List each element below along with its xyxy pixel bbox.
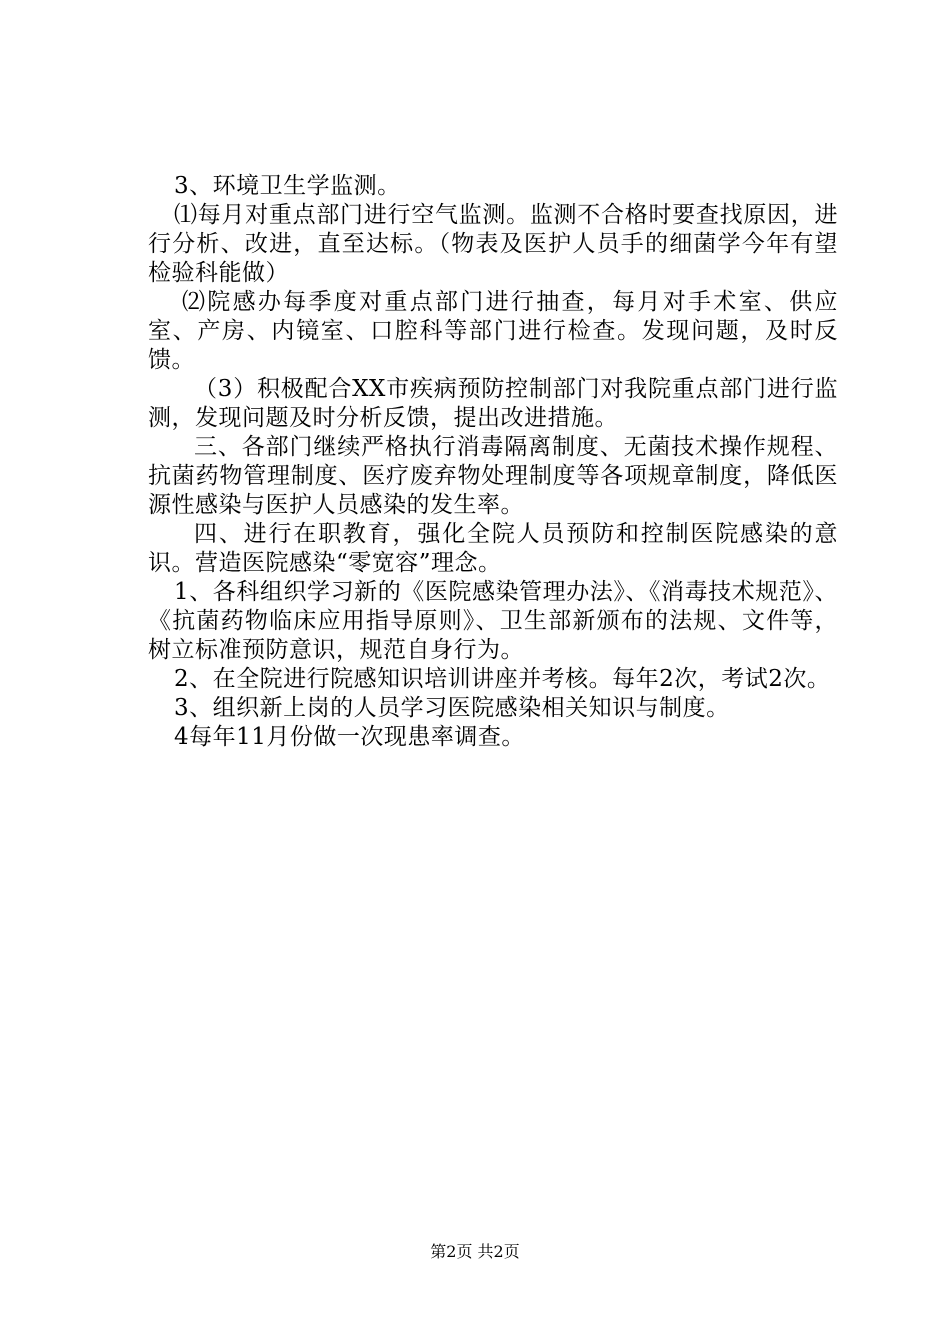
- paragraph: 4每年11月份做一次现患率调查。: [174, 724, 525, 750]
- paragraph: 2、在全院进行院感知识培训讲座并考核。每年2次，考试2次。: [174, 666, 831, 692]
- paragraph: 三、各部门继续严格执行消毒隔离制度、无菌技术操作规程、抗菌药物管理制度、医疗废弃物处理制度等各项规章制度，降低医源性感染与医护人员感染的发生率。: [148, 434, 838, 518]
- paragraph: 1、各科组织学习新的《医院感染管理办法》、《消毒技术规范》、《抗菌药物临床应用指导原则》、卫生部新颁布的法规、文件等，树立标准预防意识，规范自身行为。: [148, 579, 838, 663]
- document-body: [148, 172, 838, 752]
- paragraph: （3）积极配合XX市疾病预防控制部门对我院重点部门进行监测，发现问题及时分析反馈，提出改进措施。: [148, 376, 838, 431]
- page-footer: [0, 1242, 950, 1262]
- page-number: 第2页 共2页: [430, 1242, 520, 1261]
- paragraph: 3、环境卫生学监测。: [174, 173, 401, 199]
- paragraph: ⑵院感办每季度对重点部门进行抽查，每月对手术室、供应室、产房、内镜室、口腔科等部门进行检查。发现问题，及时反馈。: [148, 289, 838, 373]
- paragraph: 3、组织新上岗的人员学习医院感染相关知识与制度。: [174, 695, 730, 721]
- paragraph: 四、进行在职教育，强化全院人员预防和控制医院感染的意识。营造医院感染“零宽容”理念。: [148, 521, 838, 576]
- paragraph: ⑴每月对重点部门进行空气监测。监测不合格时要查找原因，进行分析、改进，直至达标。（物表及医护人员手的细菌学今年有望检验科能做）: [148, 202, 838, 286]
